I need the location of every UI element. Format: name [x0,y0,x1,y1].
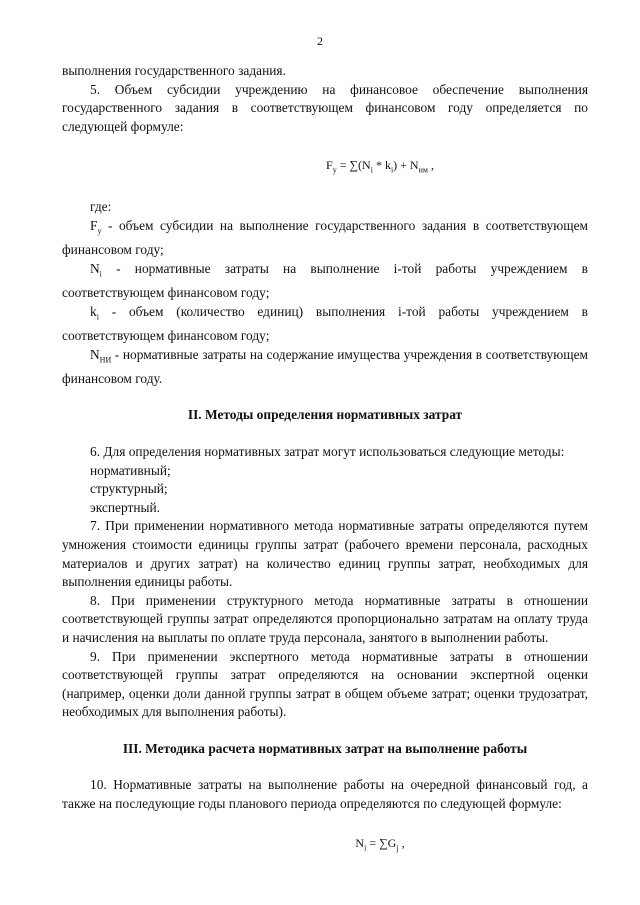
definition-symbol: N [90,346,100,362]
method-item: нормативный; [90,462,171,478]
formula-part: = ∑(N [336,158,371,173]
definition-ni [62,260,588,303]
definition-symbol: k [90,303,97,319]
formula-subscript: i [370,165,373,175]
definition-subscript: i [99,269,102,279]
definition-subscript: i [96,312,99,322]
paragraph-9: 9. При применении экспертного метода нормативные затраты в отношении соответствующей группы затрат определяются на основании экспертной оценки (например, оценки доли данной группы затрат в общем объеме затрат; оценки трудозатрат, необходимых для выполнения работы). [62,648,588,720]
paragraph-10: 10. Нормативные затраты на выполнение работы на очередной финансовый год, а также на последующие годы планового периода определяются по следующей формуле: [62,777,588,812]
page-number: 2 [317,34,323,48]
definition-symbol: F [90,217,98,233]
paragraph-6: 6. Для определения нормативных затрат могут использоваться следующие методы: [90,443,565,459]
section-heading-3: III. Методика расчета нормативных затрат на выполнение работы [122,740,528,756]
definition-text: - нормативные затраты на выполнение i-той работы учреждением в соответствующем финансовом году; [62,260,588,301]
definition-symbol: N [90,260,100,276]
definition-fy [62,217,588,260]
formula-part: , [427,158,434,173]
paragraph-7: 7. При применении нормативного метода нормативные затраты определяются путем умножения стоимости единицы группы затрат (рабочего времени персонала, расходных материалов и других затрат) на количество единиц группы затрат, необходимых для выполнения единицы работы. [62,518,588,590]
formula-part: = ∑G [366,835,397,850]
definition-text: - объем субсидии на выполнение государственного задания в соответствующем финансовом году; [62,217,588,258]
formula-subscript: i [364,843,367,853]
formula-part: ) + N [393,158,419,173]
formula-subscript: i [390,165,394,175]
method-item: экспертный. [90,499,161,515]
definition-ki [62,303,588,346]
formula-symbol: N [355,835,365,850]
formula-normative-costs [172,834,588,858]
section-heading-2: II. Методы определения нормативных затрат [187,407,463,423]
where-label: где: [90,199,112,215]
definition-nim [62,346,588,389]
definition-subscript: НИ [99,355,112,365]
method-item: структурный; [90,481,168,497]
formula-subscript: y [332,165,337,175]
formula-part: , [398,835,405,850]
definition-subscript: y [97,226,102,236]
formula-symbol: F [326,158,333,173]
formula-part: * k [372,158,391,173]
paragraph-8: 8. При применении структурного метода нормативные затраты в отношении соответствующей группы затрат определяются пропорционально затратам на оплату труда и начисления на выплаты по оплате труда персонала, занятого в выполнении работы. [62,592,588,645]
page-content [62,62,588,876]
definition-text: - объем (количество единиц) выполнения i-той работы учреждением в соответствующем финансовом году; [62,303,588,343]
intro-line: выполнения государственного задания. [62,63,286,78]
formula-subscript: j [396,843,399,853]
paragraph-5: 5. Объем субсидии учреждению на финансовое обеспечение выполнения государственного задания в соответствующем финансовом году определяется по следующей формуле: [62,81,588,134]
formula-subsidy [172,156,588,180]
definition-text: - нормативные затраты на содержание имущества учреждения в соответствующем финансовом году. [62,346,588,386]
formula-subscript: им [418,165,428,175]
